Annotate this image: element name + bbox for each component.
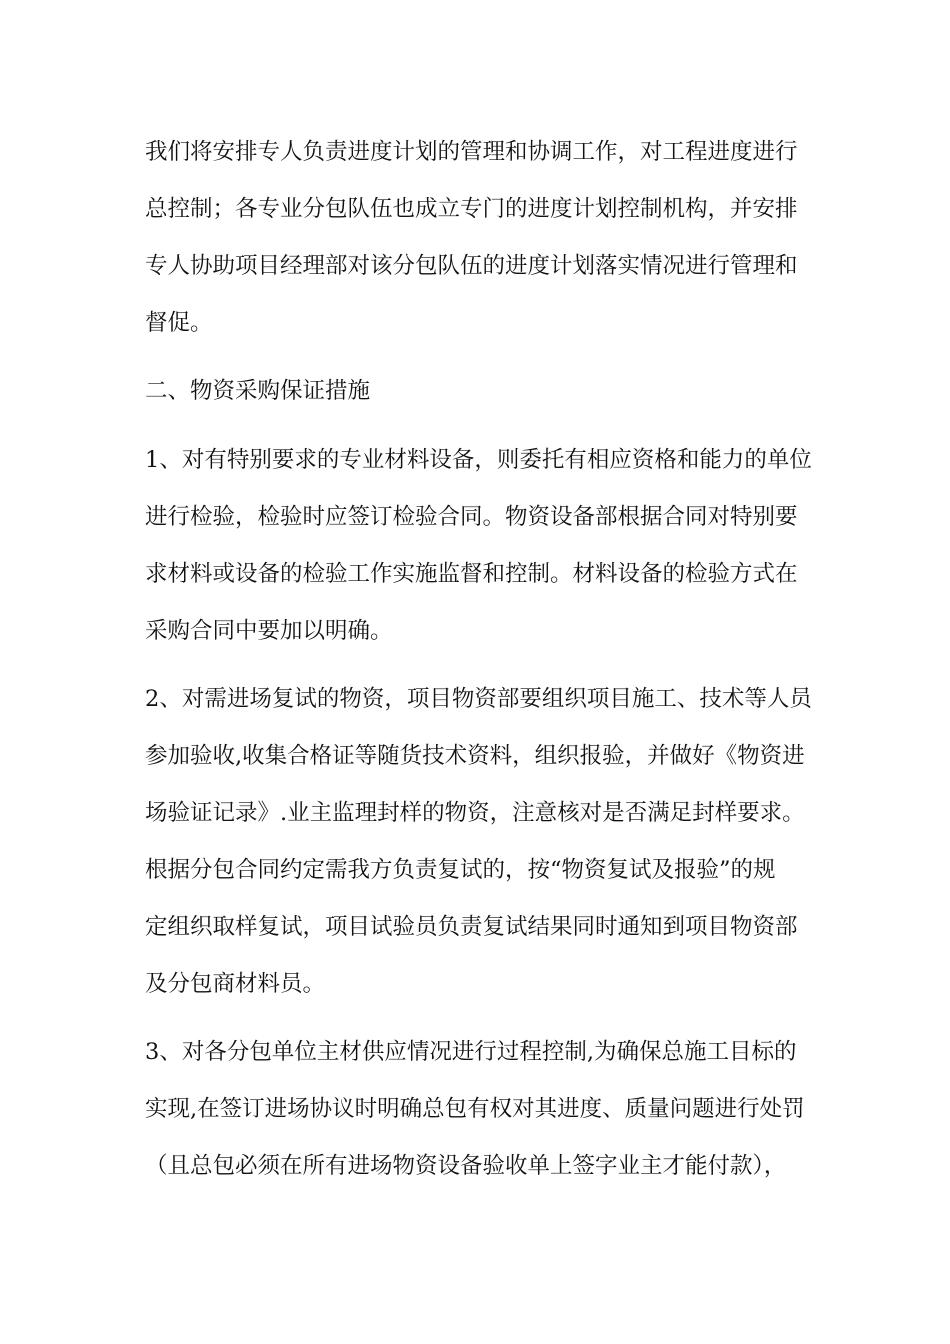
paragraph-line: 进行检验，检验时应签订检验合同。物资设备部根据合同对特别要 bbox=[145, 504, 798, 530]
paragraph-line: 2、对需进场复试的物资，项目物资部要组织项目施工、技术等人员 bbox=[145, 686, 812, 712]
paragraph-line: （且总包必须在所有进场物资设备验收单上签字业主才能付款）， bbox=[145, 1153, 787, 1179]
paragraph-line: 实现,在签订进场协议时明确总包有权对其进度、质量问题进行处罚 bbox=[145, 1096, 805, 1122]
paragraph-line: 1、对有特别要求的专业材料设备，则委托有相应资格和能力的单位 bbox=[145, 447, 812, 473]
paragraph-line: 场验证记录》.业主监理封样的物资，注意核对是否满足封样要求。 bbox=[145, 800, 805, 826]
paragraph-line: 求材料或设备的检验工作实施监督和控制。材料设备的检验方式在 bbox=[145, 561, 798, 587]
paragraph-line: 根据分包合同约定需我方负责复试的，按“物资复试及报验”的规 bbox=[145, 857, 776, 883]
paragraph-line: 专人协助项目经理部对该分包队伍的进度计划落实情况进行管理和 bbox=[145, 253, 798, 279]
paragraph-line: 督促。 bbox=[145, 310, 213, 336]
paragraph-line: 参加验收,收集合格证等随货技术资料，组织报验，并做好《物资进 bbox=[145, 743, 805, 769]
paragraph-line: 采购合同中要加以明确。 bbox=[145, 618, 393, 644]
paragraph-line: 定组织取样复试，项目试验员负责复试结果同时通知到项目物资部 bbox=[145, 914, 798, 940]
section-heading: 二、物资采购保证措施 bbox=[145, 378, 371, 404]
paragraph-line: 3、对各分包单位主材供应情况进行过程控制,为确保总施工目标的 bbox=[145, 1039, 797, 1065]
paragraph-line: 及分包商材料员。 bbox=[145, 971, 326, 997]
paragraph-line: 总控制；各专业分包队伍也成立专门的进度计划控制机构，并安排 bbox=[145, 196, 798, 222]
paragraph-line: 我们将安排专人负责进度计划的管理和协调工作，对工程进度进行 bbox=[145, 139, 798, 165]
